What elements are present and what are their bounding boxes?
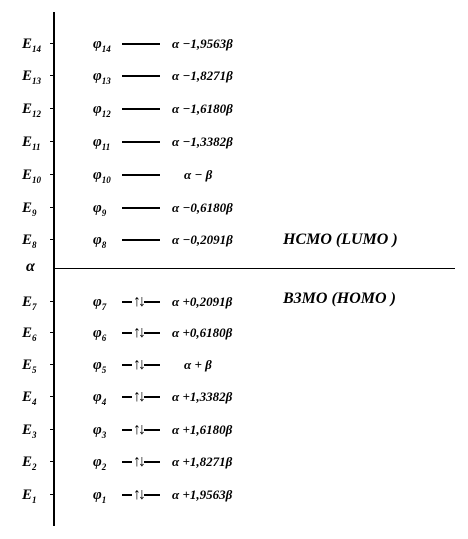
axis-tick [50,174,55,175]
energy-label: $E_{11}$ [22,134,41,152]
electron-pair-arrows-icon: ↑↓ [132,321,144,345]
orbital-label: $\varphi_{11}$ [93,134,111,152]
energy-value: α +1,6180β [172,422,233,437]
orbital-label: $\varphi_3$ [93,422,107,440]
orbital-level-line [122,75,160,77]
orbital-label: $\varphi_{14}$ [93,36,111,54]
orbital-label: $\varphi_6$ [93,325,107,343]
energy-value: α − β [184,167,213,182]
energy-level-row [0,97,468,121]
energy-level-row [0,385,468,409]
electron-pair-arrows-icon: ↑↓ [132,385,144,409]
energy-value: α +1,8271β [172,454,233,469]
energy-label: $E_{12}$ [22,101,42,119]
energy-value: α +0,2091β [172,294,233,309]
energy-value: α +0,6180β [172,325,233,340]
axis-tick [50,141,55,142]
energy-value: α −0,6180β [172,200,233,215]
energy-level-row [0,196,468,220]
electron-pair-arrows-icon: ↑↓ [132,450,144,474]
axis-tick [50,301,55,302]
axis-tick [50,494,55,495]
orbital-label: $\varphi_4$ [93,389,107,407]
axis-tick [50,43,55,44]
energy-label: $E_7$ [22,294,37,312]
alpha-baseline [53,268,455,269]
energy-label: $E_{13}$ [22,68,42,86]
orbital-label: $\varphi_5$ [93,357,107,375]
axis-tick [50,429,55,430]
energy-label: $E_4$ [22,389,37,407]
axis-tick [50,396,55,397]
orbital-label: $\varphi_7$ [93,294,107,312]
energy-level-row [0,321,468,345]
energy-value: α + β [184,357,212,372]
energy-label: $E_9$ [22,200,37,218]
orbital-level-line [122,174,160,176]
electron-pair-arrows-icon: ↑↓ [132,290,144,314]
energy-label: $E_{10}$ [22,167,42,185]
energy-level-row [0,64,468,88]
energy-level-row [0,130,468,154]
energy-value: α −1,8271β [172,68,233,83]
orbital-label: $\varphi_2$ [93,454,107,472]
orbital-level-line [122,43,160,45]
orbital-label: $\varphi_8$ [93,232,107,250]
orbital-level-line [122,239,160,241]
orbital-level-line [122,108,160,110]
energy-value: α +1,9563β [172,487,233,502]
axis-tick [50,239,55,240]
energy-label: $E_2$ [22,454,37,472]
energy-axis [53,12,55,526]
energy-label: $E_{14}$ [22,36,42,54]
orbital-label: $\varphi_{12}$ [93,101,111,119]
axis-tick [50,207,55,208]
energy-level-row [0,290,468,314]
energy-label: $E_6$ [22,325,37,343]
axis-tick [50,75,55,76]
energy-label: $E_8$ [22,232,37,250]
energy-level-row [0,353,468,377]
homo-label: B3MO (HOMO ) [283,290,396,307]
orbital-level-line [122,141,160,143]
energy-level-row [0,483,468,507]
axis-tick [50,461,55,462]
axis-tick [50,108,55,109]
electron-pair-arrows-icon: ↑↓ [132,418,144,442]
orbital-label: $\varphi_{13}$ [93,68,111,86]
energy-level-row [0,418,468,442]
orbital-label: $\varphi_1$ [93,487,107,505]
energy-level-row [0,32,468,56]
orbital-level-line [122,207,160,209]
energy-value: α −1,6180β [172,101,233,116]
energy-level-row [0,450,468,474]
energy-label: $E_5$ [22,357,37,375]
axis-tick [50,332,55,333]
energy-value: α −1,9563β [172,36,233,51]
energy-value: α −0,2091β [172,232,233,247]
energy-value: α +1,3382β [172,389,233,404]
axis-tick [50,364,55,365]
energy-label: $E_1$ [22,487,37,505]
alpha-label: α [26,258,35,275]
electron-pair-arrows-icon: ↑↓ [132,483,144,507]
electron-pair-arrows-icon: ↑↓ [132,353,144,377]
orbital-label: $\varphi_{10}$ [93,167,111,185]
energy-value: α −1,3382β [172,134,233,149]
orbital-label: $\varphi_9$ [93,200,107,218]
energy-label: $E_3$ [22,422,37,440]
energy-level-row [0,163,468,187]
lumo-label: HCMO (LUMO ) [283,231,398,248]
